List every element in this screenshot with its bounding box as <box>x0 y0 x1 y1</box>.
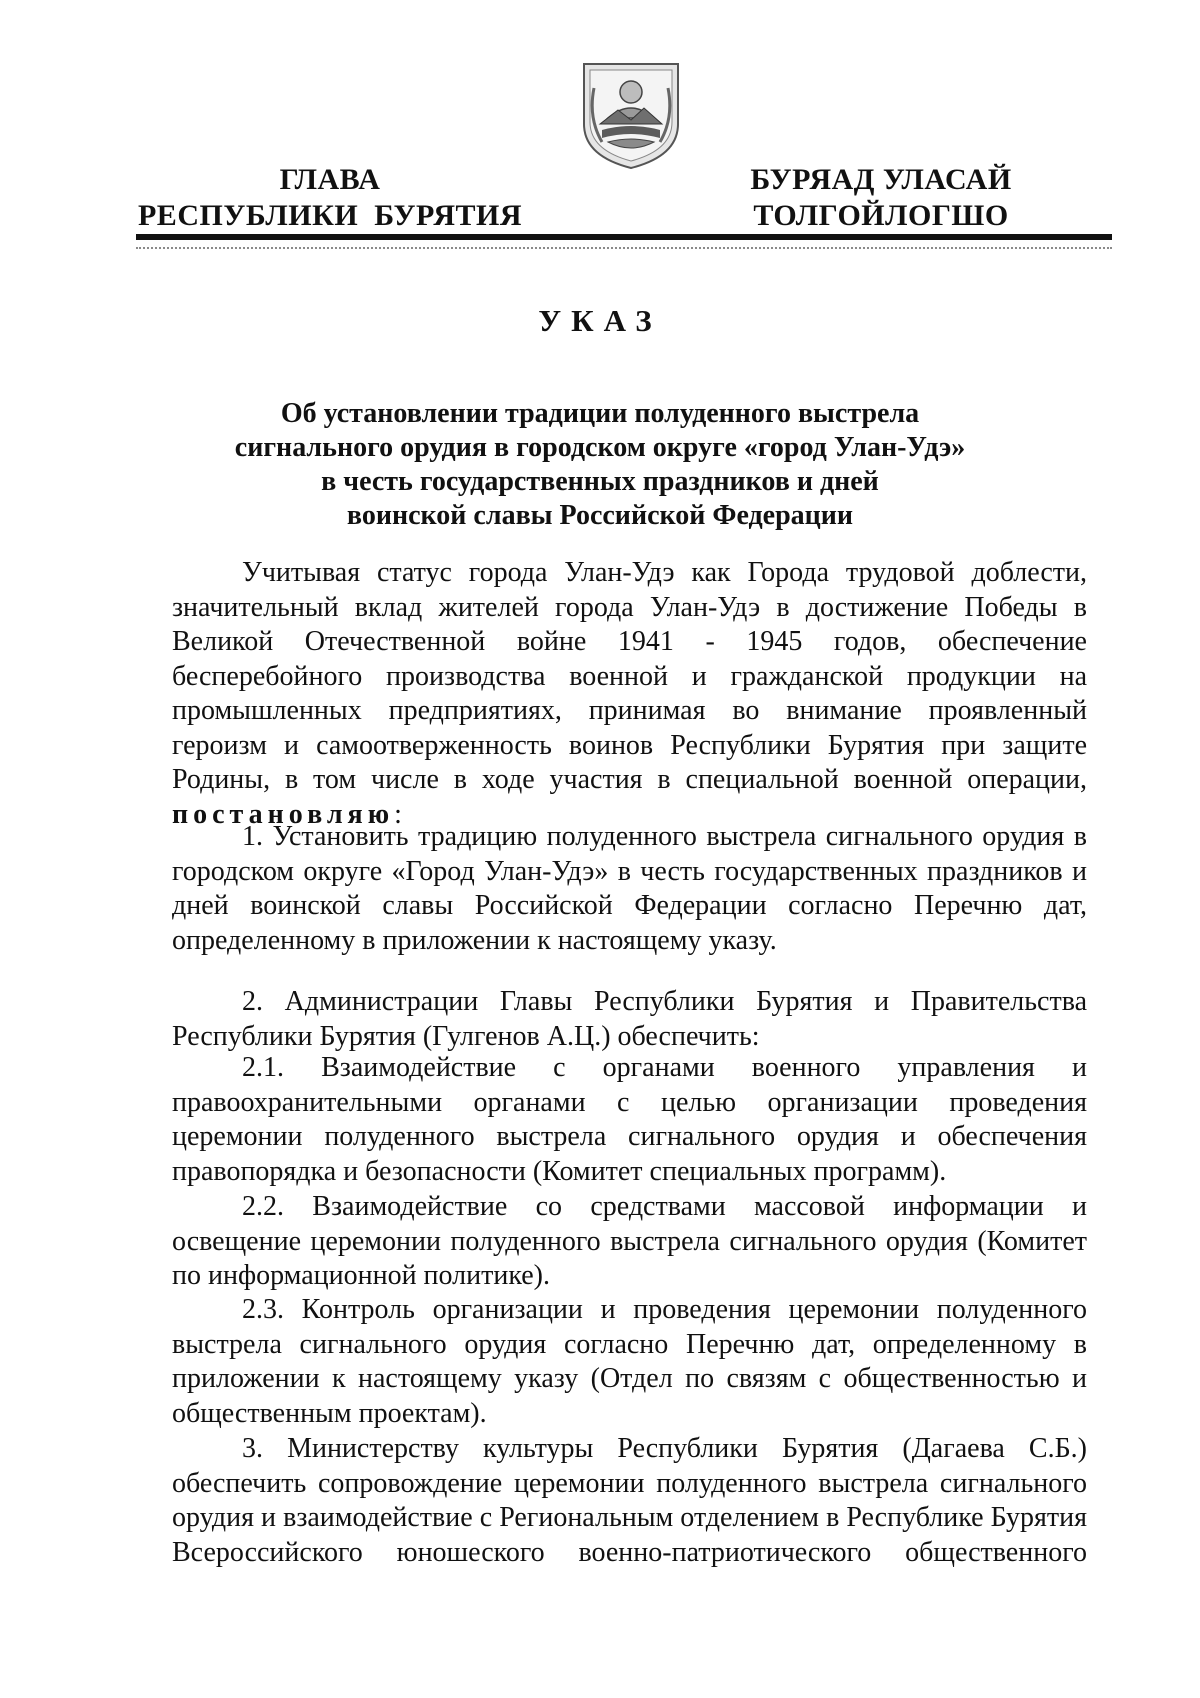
clause-2-1: 2.1. Взаимодействие с органами военного управления и правоохранительными органами с целью организации проведения церемонии полуденного выстрела сигнального орудия и обеспечения правопорядка и безопасности (Комитет специальных программ). <box>172 1052 1087 1187</box>
issuer-line: ГЛАВА <box>279 163 381 196</box>
clause-2: 2. Администрации Главы Республики Бурятия и Правительства Республики Бурятия (Гулгенов А.Ц.) обеспечить: <box>172 986 1087 1052</box>
document-type: УКАЗ <box>538 303 662 338</box>
decree-keyword: постановляю <box>172 798 395 830</box>
issuer-line: БУРЯАД УЛАСАЙ <box>750 163 1012 196</box>
decree-colon: : <box>394 798 402 830</box>
preamble-text: Учитывая статус города Улан-Удэ как Города трудовой доблести, значительный вклад жителей города Улан-Удэ в достижение Победы в Великой Отечественной войне 1941 - 1945 годов, обеспечение бесперебойного производства военной и гражданской продукции на промышленных предприятиях, принимая во внимание проявленный героизм и самоотверженность воинов Республики Бурятия при защите Родины, в том числе в ходе участия в специальной военной операции, <box>172 557 1087 795</box>
clause-1: 1. Установить традицию полуденного выстрела сигнального орудия в городском округе «Город Улан-Удэ» в честь государственных праздников и дней воинской славы Российской Федерации согласно Перечню дат, определенному в приложении к настоящему указу. <box>172 821 1087 956</box>
preamble-paragraph <box>172 556 1087 832</box>
header-divider-dotted <box>136 247 1112 249</box>
clause-3: 3. Министерству культуры Республики Бурятия (Дагаева С.Б.) обеспечить сопровождение церемонии полуденного выстрела сигнального орудия и взаимодействие с Региональным отделением в Республике Бурятия Всероссийского юношеского военно-патриотического общественного <box>172 1433 1087 1568</box>
title-line: Об установлении традиции полуденного выстрела <box>280 398 920 429</box>
coat-of-arms-emblem <box>578 58 684 172</box>
issuer-name-russian <box>130 162 530 234</box>
clause-2-3: 2.3. Контроль организации и проведения церемонии полуденного выстрела сигнального орудия согласно Перечню дат, определенному в приложении к настоящему указу (Отдел по связям с общественностью и общественным проектам). <box>172 1294 1087 1429</box>
title-line: в честь государственных праздников и дней <box>321 466 879 497</box>
clause-2-2: 2.2. Взаимодействие со средствами массовой информации и освещение церемонии полуденного выстрела сигнального орудия (Комитет по информационной политике). <box>172 1191 1087 1291</box>
issuer-line: ТОЛГОЙЛОГШО <box>753 199 1009 232</box>
header-divider <box>136 234 1112 240</box>
title-line: сигнального орудия в городском округе «город Улан-Удэ» <box>234 432 966 463</box>
title-line: воинской славы Российской Федерации <box>346 500 854 531</box>
issuer-line: РЕСПУБЛИКИ БУРЯТИЯ <box>137 199 523 232</box>
document-title <box>180 397 1020 533</box>
issuer-name-buryat <box>716 162 1046 234</box>
